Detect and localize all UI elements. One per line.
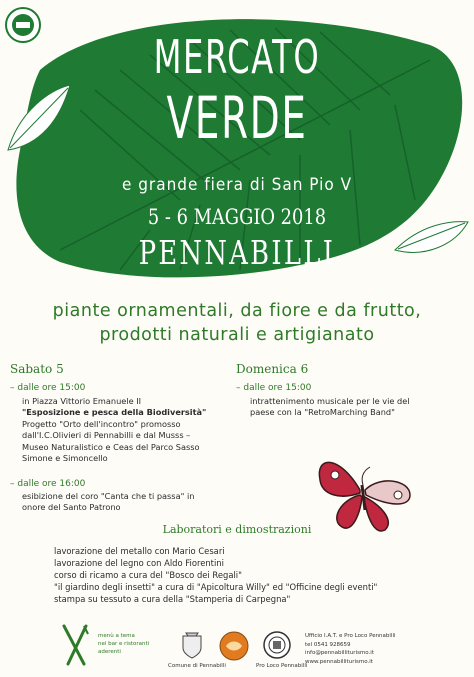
event-date: 5 - 6 MAGGIO 2018 (147, 205, 327, 229)
subtitle-line-2: prodotti naturali e artigianato (99, 325, 375, 345)
text-line: in Piazza Vittorio Emanuele II (22, 396, 142, 406)
sunday-time-1: – dalle ore 15:00 (236, 383, 312, 393)
saturday-time-1: – dalle ore 15:00 (10, 383, 86, 393)
text-line: "Esposizione e pesca della Biodiversità" (22, 407, 207, 418)
text-line: paese con la "RetroMarching Band" (250, 407, 395, 418)
labs-title: Laboratori e dimostrazioni (162, 523, 312, 536)
comune-crest-icon (180, 630, 204, 660)
text-line: Progetto "Orto dell'incontro" promosso (22, 418, 181, 429)
saturday-block-1 (22, 396, 237, 464)
event-place: PENNABILLI (138, 233, 336, 272)
saturday-time-2: – dalle ore 16:00 (10, 479, 86, 489)
contact-line: tel 0541 928659 (305, 641, 351, 648)
text-line: esibizione del coro "Canta che ti passa" in (22, 491, 195, 501)
saturday-block-2 (22, 491, 237, 514)
contact-line: www.pennabilliturismo.it (305, 658, 373, 665)
text-line: Museo Naturalistico e Ceas del Parco Sasso (22, 441, 200, 452)
lab-item: "il giardino degli insetti" a cura di "Apicoltura Willy" ed "Officine degli eventi" (54, 582, 378, 592)
fork-knife-icon (58, 622, 94, 670)
title-line-2: VERDE (166, 84, 308, 152)
text-line: dall'I.C.Olivieri di Pennabilli e dal Musss – (22, 430, 191, 441)
text-line: Simone e Simoncello (22, 453, 108, 464)
contact-block (305, 632, 396, 666)
menu-line: menù a tema (98, 633, 135, 639)
lab-item: corso di ricamo a cura del "Bosco dei Regali" (54, 570, 242, 580)
lab-item: stampa su tessuto a cura della "Stamperia di Carpegna" (54, 594, 291, 604)
subtitle-line-1: piante ornamentali, da fiore e da frutto, (52, 301, 422, 321)
text-line: onore del Santo Patrono (22, 502, 121, 513)
sunday-title: Domenica 6 (236, 362, 309, 376)
contact-line: info@pennabilliturismo.it (305, 650, 374, 656)
saturday-title: Sabato 5 (10, 362, 64, 376)
title-line-3: e grande fiera di San Pio V (121, 175, 353, 195)
proloco-logo-icon (262, 630, 292, 660)
menu-note (98, 632, 173, 656)
lab-item: lavorazione del metallo con Mario Cesari (54, 546, 225, 556)
menu-line: aderenti (98, 649, 121, 655)
title-line-1: MERCATO (153, 30, 321, 84)
menu-line: nei bar e ristoranti (98, 641, 150, 647)
orange-logo-icon (218, 630, 250, 662)
text-line: intrattenimento musicale per le vie del (250, 396, 410, 406)
lab-item: lavorazione del legno con Aldo Fiorentini (54, 558, 224, 568)
contact-line: Ufficio I.A.T. e Pro Loco Pennabilli (305, 633, 396, 639)
logo-badge-icon (4, 6, 42, 44)
proloco-label: Pro Loco Pennabilli (256, 663, 308, 669)
comune-label: Comune di Pennabilli (168, 663, 226, 669)
sunday-block-1 (250, 396, 470, 419)
